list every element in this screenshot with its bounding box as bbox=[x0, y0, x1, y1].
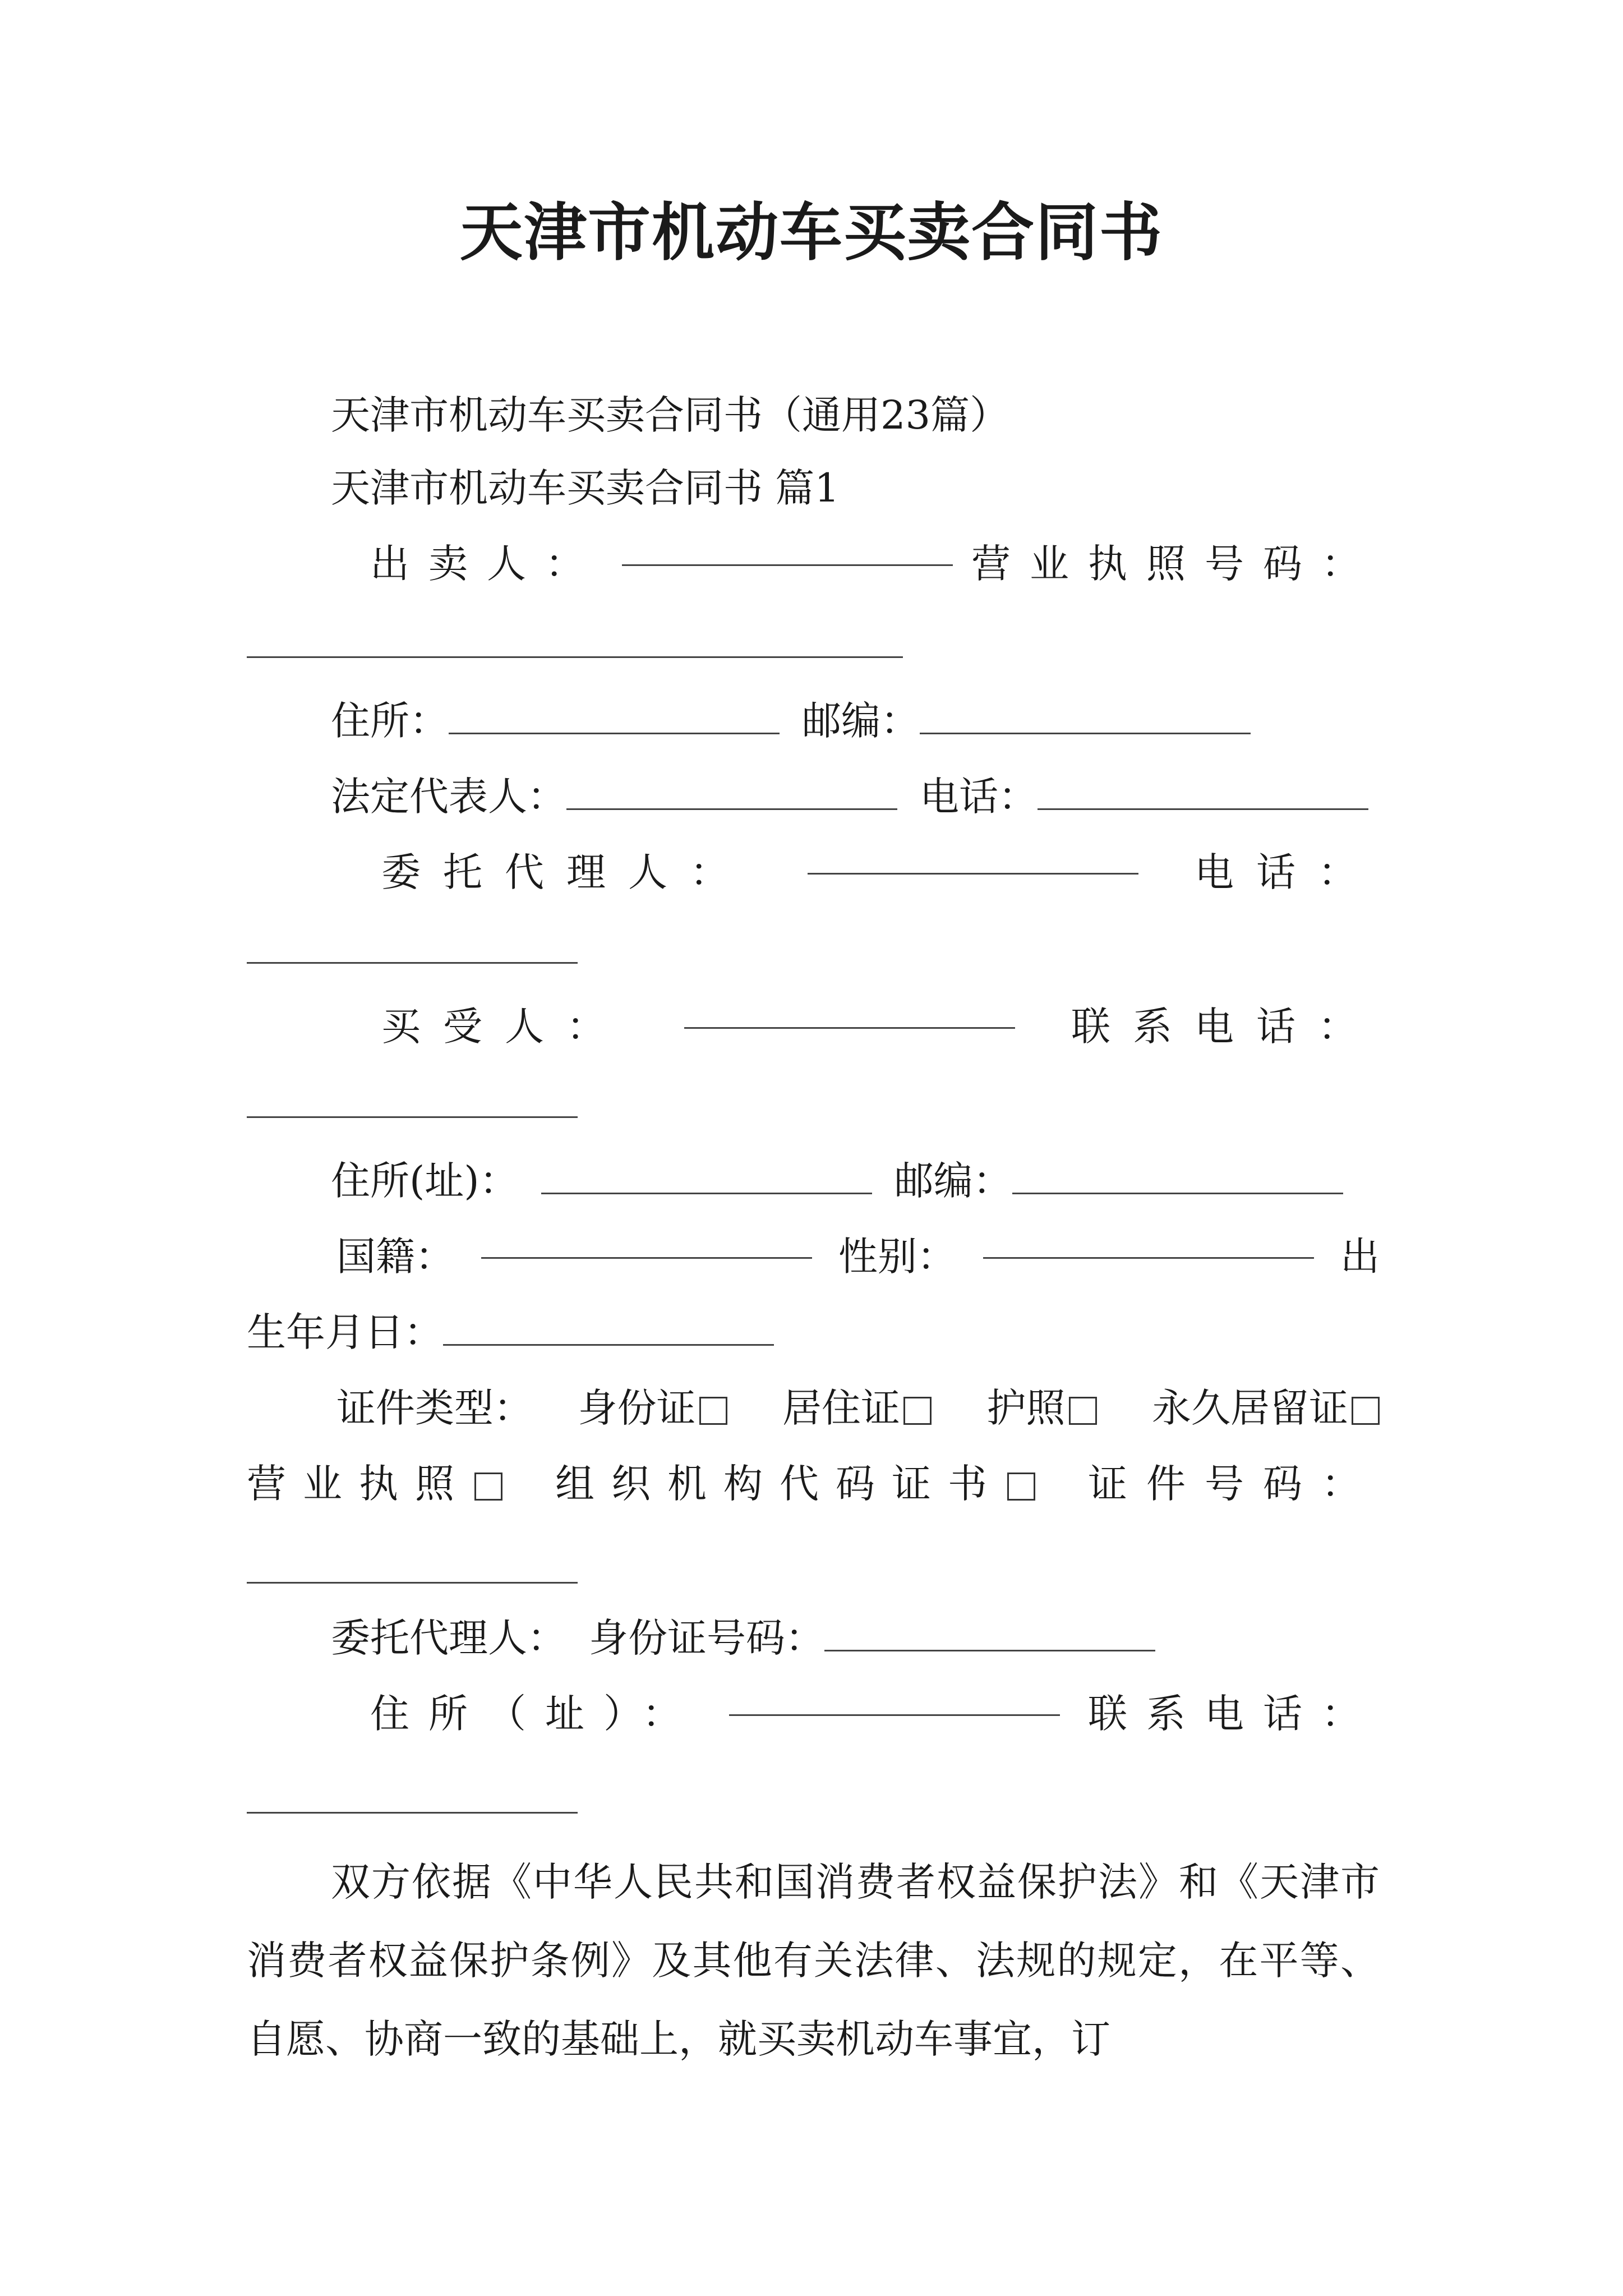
document-title: 天津市机动车买卖合同书 bbox=[460, 196, 1163, 269]
buyer-address-label: 住所(址)： bbox=[331, 1158, 519, 1204]
buyer-postcode-label: 邮编： bbox=[894, 1158, 1012, 1204]
id-type-row bbox=[336, 1380, 1380, 1436]
birth-blank[interactable] bbox=[443, 1342, 774, 1346]
phone-blank[interactable] bbox=[1038, 806, 1368, 810]
id-type-label: 证件类型： bbox=[336, 1385, 533, 1431]
id-no-label: 证件号码： bbox=[1088, 1461, 1380, 1507]
license-no-blank[interactable] bbox=[247, 656, 903, 658]
agent2-label: 委托代理人： bbox=[331, 1615, 566, 1661]
address-blank[interactable] bbox=[449, 730, 780, 734]
id-option-license[interactable]: 营业执照 bbox=[247, 1456, 513, 1512]
agent-phone-blank[interactable] bbox=[247, 962, 578, 964]
agent2-phone-label: 联系电话： bbox=[1088, 1691, 1380, 1737]
contact-phone-blank[interactable] bbox=[247, 1116, 578, 1118]
license-no-label: 营业执照号码： bbox=[971, 541, 1380, 587]
checkbox-passport[interactable] bbox=[1069, 1397, 1097, 1425]
id-option-org-code[interactable]: 组织机构代码证书 bbox=[555, 1456, 1045, 1512]
agent-blank[interactable] bbox=[808, 871, 1138, 875]
legal-rep-label: 法定代表人： bbox=[331, 774, 566, 820]
agent-label: 委托代理人： bbox=[381, 849, 751, 895]
address-label: 住所： bbox=[331, 698, 449, 744]
buyer-address-blank[interactable] bbox=[541, 1190, 872, 1194]
nationality-blank[interactable] bbox=[481, 1255, 812, 1259]
agent2-id-label: 身份证号码： bbox=[589, 1615, 824, 1661]
document-subtitle: 天津市机动车买卖合同书（通用23篇） bbox=[331, 392, 1009, 438]
id-type-row-2 bbox=[247, 1456, 1380, 1512]
seller-address-row bbox=[331, 693, 1464, 749]
agent2-address-label: 住所（址）： bbox=[370, 1691, 700, 1737]
id-no-blank[interactable] bbox=[247, 1582, 578, 1584]
legal-rep-blank[interactable] bbox=[566, 806, 897, 810]
checkbox-residence[interactable] bbox=[903, 1397, 932, 1425]
section-heading: 天津市机动车买卖合同书 篇1 bbox=[331, 465, 840, 511]
agent2-row bbox=[331, 1610, 1464, 1666]
buyer-blank[interactable] bbox=[684, 1025, 1015, 1029]
agent-phone-label: 电话： bbox=[1195, 849, 1380, 895]
gender-label: 性别： bbox=[838, 1234, 956, 1280]
checkbox-org-code[interactable] bbox=[1007, 1473, 1035, 1501]
id-option-residence[interactable]: 居住证 bbox=[782, 1380, 942, 1436]
contract-paragraph: 双方依据《中华人民共和国消费者权益保护法》和《天津市消费者权益保护条例》及其他有关法律、法规的规定，在平等、自愿、协商一致的基础上，就买卖机动车事宜，订 bbox=[247, 1859, 1380, 2062]
id-option-permanent[interactable]: 永久居留证 bbox=[1152, 1380, 1380, 1436]
buyer-label: 买受人： bbox=[381, 1004, 628, 1050]
checkbox-idcard[interactable] bbox=[699, 1397, 727, 1425]
agent2-address-row bbox=[370, 1686, 1380, 1742]
postcode-label: 邮编： bbox=[802, 698, 920, 744]
seller-blank[interactable] bbox=[622, 562, 953, 566]
agent2-id-blank[interactable] bbox=[824, 1648, 1155, 1651]
birth-label: 生年月日： bbox=[247, 1309, 443, 1355]
agent2-phone-blank[interactable] bbox=[247, 1812, 578, 1814]
checkbox-permanent[interactable] bbox=[1352, 1397, 1380, 1425]
nationality-label: 国籍： bbox=[336, 1234, 454, 1280]
seller-row bbox=[370, 536, 1380, 592]
id-option-idcard[interactable]: 身份证 bbox=[578, 1380, 737, 1436]
legal-rep-row bbox=[331, 769, 1464, 825]
gender-blank[interactable] bbox=[983, 1255, 1314, 1259]
agent-row bbox=[381, 844, 1380, 900]
postcode-blank[interactable] bbox=[920, 730, 1251, 734]
checkbox-license[interactable] bbox=[474, 1473, 502, 1501]
contact-phone-label: 联系电话： bbox=[1071, 1004, 1380, 1050]
phone-label: 电话： bbox=[920, 774, 1038, 820]
birth-row bbox=[247, 1304, 1380, 1360]
agent2-address-blank[interactable] bbox=[729, 1712, 1060, 1716]
buyer-postcode-blank[interactable] bbox=[1012, 1190, 1343, 1194]
birth-prefix: 出 bbox=[1340, 1234, 1380, 1280]
nationality-row bbox=[336, 1228, 1380, 1285]
buyer-address-row bbox=[331, 1153, 1464, 1209]
id-option-passport[interactable]: 护照 bbox=[987, 1380, 1107, 1436]
seller-label: 出卖人： bbox=[370, 541, 603, 587]
buyer-row bbox=[381, 999, 1380, 1055]
